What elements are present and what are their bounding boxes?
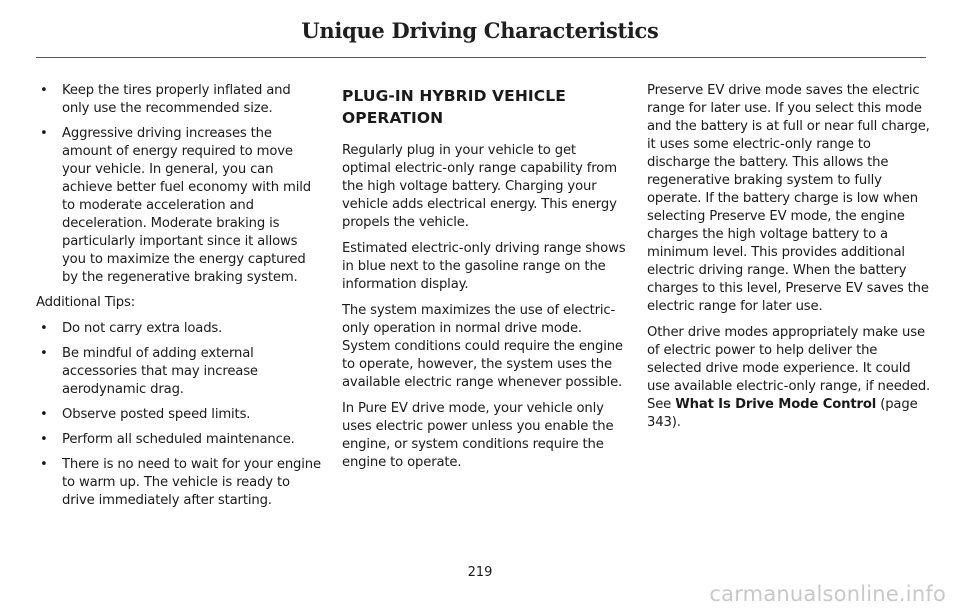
additional-tips-list: [36, 320, 321, 510]
list-item: • Aggressive driving increases the amount of energy required to move your vehicle. In general, you can achieve better fuel economy with mild to moderate acceleration and deceleration. Moderate braking is particularly important since it allows you to maximize the energy captured by the regenerative braking system.: [36, 125, 321, 287]
paragraph: Regularly plug in your vehicle to get optimal electric-only range capability from the high voltage battery. Charging your vehicle adds electrical energy. This energy propels the vehicle.: [342, 143, 617, 230]
watermark: carmanualsonline.info: [709, 582, 946, 606]
paragraph: Estimated electric-only driving range shows in blue next to the gasoline range on the information display.: [342, 241, 626, 292]
right-column: [647, 82, 931, 440]
additional-tips-label: Additional Tips:: [36, 295, 135, 310]
paragraph: Preserve EV drive mode saves the electric range for later use. If you select this mode and the battery is at full or near full charge, it uses some electric-only range to discharge the battery. This allows the regenerative braking system to fully operate. If the battery charge is low when selecting Preserve EV mode, the engine charges the high voltage battery to a minimum level. This provides additional electric driving range. When the battery charges to this level, Preserve EV saves the electric range for later use.: [647, 83, 930, 314]
left-column: [36, 82, 321, 517]
page-reference: (page 343).: [647, 397, 918, 430]
drive-mode-control-link[interactable]: What Is Drive Mode Control: [675, 397, 877, 412]
page-number: 219: [467, 565, 493, 580]
list-item: • Observe posted speed limits.: [36, 406, 321, 424]
list-item: • Be mindful of adding external accessories that may increase aerodynamic drag.: [36, 345, 321, 399]
section-heading: PLUG-IN HYBRID VEHICLE OPERATION: [342, 87, 566, 127]
efficiency-bullet-list: [36, 82, 321, 287]
page-header-title: Unique Driving Characteristics: [301, 18, 659, 43]
header-divider: [36, 57, 926, 58]
list-item: • Do not carry extra loads.: [36, 320, 321, 338]
list-item: • Keep the tires properly inflated and only use the recommended size.: [36, 82, 321, 118]
paragraph-text: Other drive modes appropriately make use of electric power to help deliver the selected drive mode experience. It could use available electric-only range, if needed. See: [647, 325, 931, 412]
list-item: • There is no need to wait for your engine to warm up. The vehicle is ready to drive immediately after starting.: [36, 456, 321, 510]
middle-column: [342, 82, 628, 480]
paragraph: [647, 324, 931, 432]
paragraph: The system maximizes the use of electric-only operation in normal drive mode. System conditions could require the engine to operate, however, the system uses the available electric range whenever possible.: [342, 303, 623, 390]
list-item: • Perform all scheduled maintenance.: [36, 431, 321, 449]
paragraph: In Pure EV drive mode, your vehicle only uses electric power unless you enable the engine, or system conditions require the engine to operate.: [342, 401, 614, 470]
